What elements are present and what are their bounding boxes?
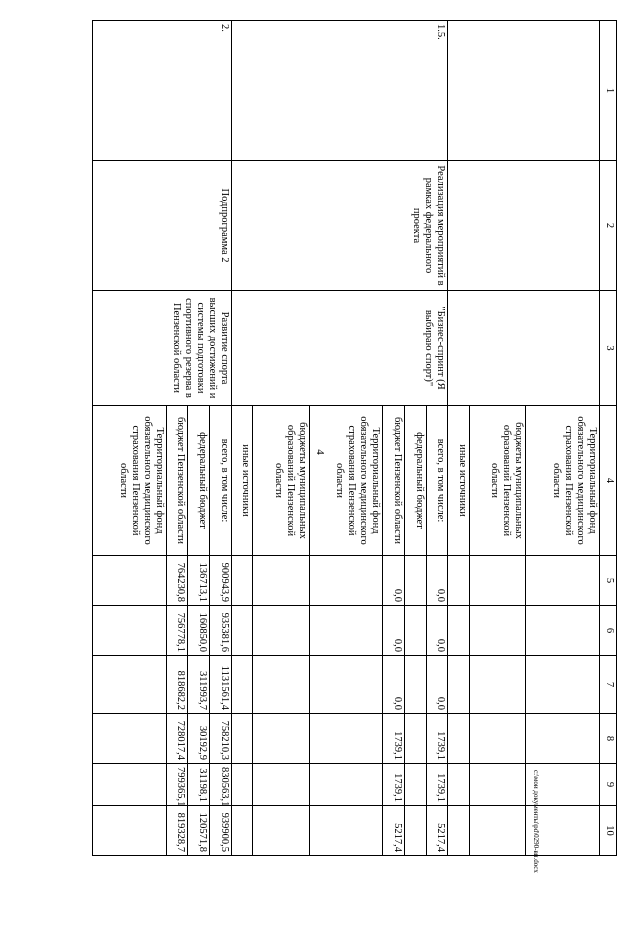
value-cell: 5217,4 (426, 806, 448, 856)
col-header-5: 5 (600, 556, 617, 606)
value-cell: 0,0 (426, 556, 448, 606)
value-cell: 935381,6 (210, 606, 232, 656)
value-cell: 819328,7 (166, 806, 188, 856)
page-number: 4 (314, 449, 326, 455)
value-cell (93, 806, 167, 856)
col-header-1: 1 (600, 21, 617, 161)
row-name: Подпрограмма 2 (93, 161, 232, 291)
value-cell: 900943,9 (210, 556, 232, 606)
value-cell (405, 556, 427, 606)
row-name: Реализация мероприятий в рамках федерального проекта (231, 161, 448, 291)
value-cell (309, 764, 383, 806)
value-cell: 5217,4 (383, 806, 405, 856)
value-cell: 830563,1 (210, 764, 232, 806)
value-cell: 120571,8 (188, 806, 210, 856)
value-cell: 758210,3 (210, 714, 232, 764)
source-cell: бюджет Пензенской области (383, 406, 405, 556)
cell-empty (448, 291, 600, 406)
value-cell: 1739,1 (383, 764, 405, 806)
header-row (600, 21, 617, 856)
col-header-3: 3 (600, 291, 617, 406)
col-header-4: 4 (600, 406, 617, 556)
value-cell: 1739,1 (383, 714, 405, 764)
value-cell (309, 656, 383, 714)
value-cell (405, 714, 427, 764)
footer-file-path: c:\мои документы\pd\0290-вп.docx (532, 770, 540, 873)
value-cell: 0,0 (426, 606, 448, 656)
value-cell (231, 714, 253, 764)
value-cell (93, 764, 167, 806)
cell-empty (448, 21, 600, 161)
value-cell: 136713,1 (188, 556, 210, 606)
source-cell: всего, в том числе: (426, 406, 448, 556)
col-header-9: 9 (600, 764, 617, 806)
cell-empty (448, 161, 600, 291)
value-cell (231, 556, 253, 606)
col-header-7: 7 (600, 656, 617, 714)
source-cell: Территориальный фонд обязательного медицинского страхования Пензенской области (309, 406, 383, 556)
value-cell (405, 606, 427, 656)
rotated-table-container (92, 20, 617, 855)
value-cell: 818682,2 (166, 656, 188, 714)
value-cell: 1131561,4 (210, 656, 232, 714)
col-header-6: 6 (600, 606, 617, 656)
value-cell: 799365,1 (166, 764, 188, 806)
value-cell: 31198,1 (188, 764, 210, 806)
value-cell (309, 714, 383, 764)
value-cell (309, 806, 383, 856)
value-cell (253, 806, 309, 856)
source-cell: Территориальный фонд обязательного медицинского страхования Пензенской области (526, 406, 600, 556)
row-number: 2. (93, 21, 232, 161)
source-cell: всего, в том числе: (210, 406, 232, 556)
value-cell: 311993,7 (188, 656, 210, 714)
value-cell (405, 764, 427, 806)
row-project: "Бизнес-спринт (Я выбираю спорт)" (231, 291, 448, 406)
source-cell: бюджеты муниципальных образований Пензенской области (253, 406, 309, 556)
source-cell: бюджет Пензенской области (166, 406, 188, 556)
row-number: 1.5. (231, 21, 448, 161)
table-row (526, 21, 600, 856)
value-cell (93, 656, 167, 714)
value-cell: 1739,1 (426, 714, 448, 764)
source-cell: бюджеты муниципальных образований Пензенской области (470, 406, 526, 556)
value-cell (253, 764, 309, 806)
source-cell: иные источники (448, 406, 470, 556)
value-cell (253, 714, 309, 764)
value-cell: 728017,4 (166, 714, 188, 764)
source-cell: федеральный бюджет (188, 406, 210, 556)
col-header-10: 10 (600, 806, 617, 856)
col-header-8: 8 (600, 714, 617, 764)
value-cell (253, 606, 309, 656)
source-cell: федеральный бюджет (405, 406, 427, 556)
source-cell: Территориальный фонд обязательного медицинского страхования Пензенской области (93, 406, 167, 556)
budget-table (92, 20, 617, 856)
value-cell (231, 656, 253, 714)
value-cell: 0,0 (383, 656, 405, 714)
value-cell: 1739,1 (426, 764, 448, 806)
col-header-2: 2 (600, 161, 617, 291)
value-cell (231, 806, 253, 856)
value-cell (253, 556, 309, 606)
value-cell: 160850,0 (188, 606, 210, 656)
value-cell (93, 714, 167, 764)
value-cell: 30192,9 (188, 714, 210, 764)
value-cell (405, 806, 427, 856)
value-cell (253, 656, 309, 714)
value-cell (309, 556, 383, 606)
source-cell: иные источники (231, 406, 253, 556)
value-cell: 0,0 (426, 656, 448, 714)
value-cell (309, 606, 383, 656)
table-row (426, 21, 448, 856)
value-cell: 939900,5 (210, 806, 232, 856)
value-cell (93, 606, 167, 656)
row-project: Развитие спорта высших достижений и системы подготовки спортивного резерва в Пензенской области (93, 291, 232, 406)
value-cell: 764230,8 (166, 556, 188, 606)
value-cell: 756778,1 (166, 606, 188, 656)
value-cell (231, 606, 253, 656)
value-cell (231, 764, 253, 806)
value-cell: 0,0 (383, 556, 405, 606)
value-cell: 0,0 (383, 606, 405, 656)
value-cell (93, 556, 167, 606)
table-row (210, 21, 232, 856)
value-cell (405, 656, 427, 714)
